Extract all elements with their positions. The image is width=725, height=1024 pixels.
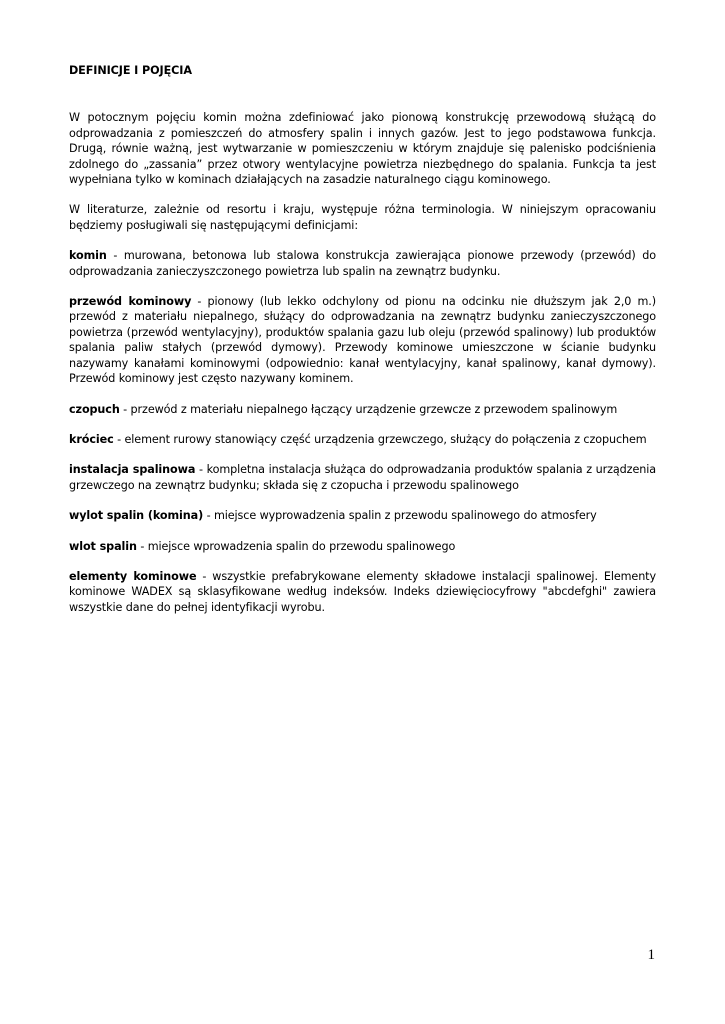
definition-term: czopuch	[69, 402, 120, 416]
definition-komin	[69, 248, 656, 279]
definition-text: - miejsce wyprowadzenia spalin z przewodu spalinowego do atmosfery	[203, 509, 597, 523]
definition-krociec	[69, 432, 656, 447]
definition-term: wlot spalin	[69, 539, 137, 553]
intro-paragraph: W potocznym pojęciu komin można zdefiniować jako pionową konstrukcję przewodową służącą do odprowadzania z pomieszczeń do atmosfery spalin i innych gazów. Jest to jego podstawowa funkcja. Drugą, równie ważną, jest wytwarzanie w pomieszczeniu w którym znajduje się palenisko podciśnienia zdolnego do „zassania” przez otwory wentylacyjne powietrza niezbędnego do spalania. Funkcja ta jest wypełniana tylko w kominach działających na zasadzie naturalnego ciągu kominowego.	[69, 111, 656, 187]
definition-text: - element rurowy stanowiący część urządzenia grzewczego, służący do połączenia z czopuchem	[113, 432, 647, 446]
definition-text: - przewód z materiału niepalnego łączący urządzenie grzewcze z przewodem spalinowym	[119, 402, 618, 416]
definition-text: - wszystkie prefabrykowane elementy składowe instalacji spalinowej. Elementy kominowe WADEX są sklasyfikowane według indeksów. Indeks dziewięciocyfrowy "abcdefghi" zawiera wszystkie dane do pełnej identyfikacji wyrobu.	[69, 569, 656, 614]
document-title: DEFINICJE I POJĘCIA	[69, 64, 192, 77]
intro-paragraph: W literaturze, zależnie od resortu i kraju, występuje różna terminologia. W niniejszym opracowaniu będziemy posługiwali się następującymi definicjami:	[69, 203, 656, 232]
definition-term: komin	[69, 249, 107, 263]
page-number: 1	[647, 947, 655, 963]
definition-term: króciec	[69, 432, 114, 446]
definition-przewod-kominowy	[69, 294, 656, 386]
definition-czopuch	[69, 402, 656, 417]
definition-instalacja-spalinowa	[69, 462, 656, 493]
definition-term: wylot spalin (komina)	[69, 509, 204, 523]
definition-wlot-spalin	[69, 539, 656, 554]
definition-term: elementy kominowe	[69, 569, 197, 583]
definition-term: instalacja spalinowa	[69, 463, 196, 477]
definition-elementy-kominowe	[69, 569, 656, 615]
definition-text: - murowana, betonowa lub stalowa konstrukcja zawierająca pionowe przewody (przewód) do odprowadzania zanieczyszczonego powietrza lub spalin na zewnątrz budynku.	[69, 249, 656, 278]
document-body	[69, 63, 656, 630]
definition-text: - kompletna instalacja służąca do odprowadzania produktów spalania z urządzenia grzewczego na zewnątrz budynku; składa się z czopucha i przewodu spalinowego	[69, 463, 656, 492]
definition-text: - miejsce wprowadzenia spalin do przewodu spalinowego	[136, 539, 456, 553]
definition-term: przewód kominowy	[69, 295, 192, 309]
definition-wylot-spalin	[69, 508, 656, 523]
definition-text: - pionowy (lub lekko odchylony od pionu na odcinku nie dłuższym jak 2,0 m.) przewód z materiału niepalnego, służący do odprowadzania na zewnątrz budynku zanieczyszczonego powietrza (przewód wentylacyjny), produktów spalania gazu lub oleju (przewód spalinowy) lub produktów spalania paliw stałych (przewód dymowy). Przewody kominowe umieszczone w ścianie budynku nazywamy kanałami kominowymi (odpowiednio: kanał wentylacyjny, kanał spalinowy, kanał dymowy). Przewód kominowy jest często nazywany kominem.	[69, 295, 657, 386]
